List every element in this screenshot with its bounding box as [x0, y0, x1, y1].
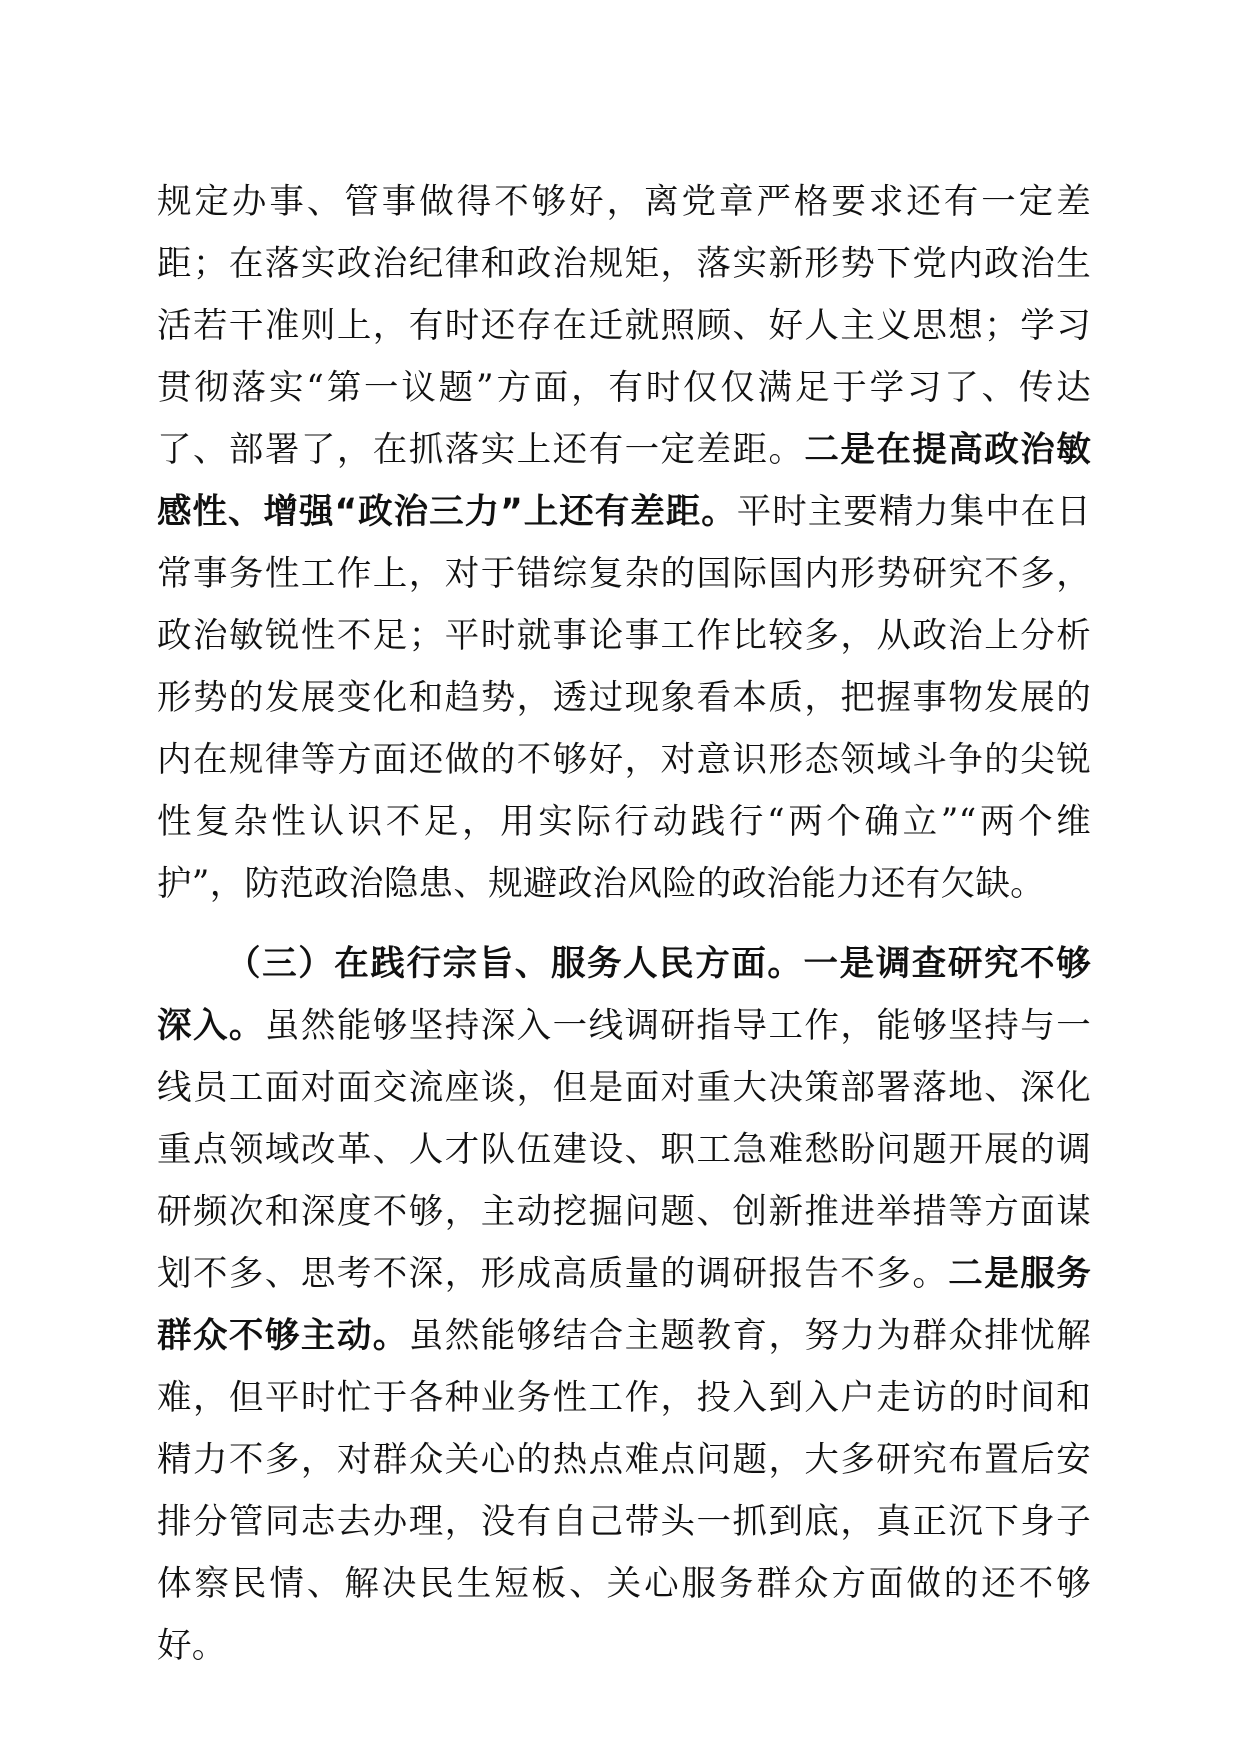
- document-body: [157, 171, 1091, 1677]
- point-heading-research: 一是调查研究不够深入。: [157, 944, 1091, 1046]
- section-heading-serving-people: （三）在践行宗旨、服务人民方面。: [226, 944, 804, 984]
- point-heading-serving-masses: 二是服务群众不够主动。: [157, 1254, 1091, 1356]
- paragraph-intro-text: 规定办事、管事做得不够好，离党章严格要求还有一定差距；在落实政治纪律和政治规矩，落实新形势下党内政治生活若干准则上，有时还存在迁就照顾、好人主义思想；学习贯彻落实“第一议题”方面，有时仅仅满足于学习了、传达了、部署了，在抓落实上还有一定差距。: [157, 182, 1091, 470]
- paragraph-political-discipline: [157, 171, 1091, 915]
- point-body-political-sensitivity: 平时主要精力集中在日常事务性工作上，对于错综复杂的国际国内形势研究不多，政治敏锐性不足；平时就事论事工作比较多，从政治上分析形势的发展变化和趋势，透过现象看本质，把握事物发展的内在规律等方面还做的不够好，对意识形态领域斗争的尖锐性复杂性认识不足，用实际行动践行“两个确立”“两个维护”，防范政治隐患、规避政治风险的政治能力还有欠缺。: [157, 492, 1091, 904]
- point-body-research: 虽然能够坚持深入一线调研指导工作，能够坚持与一线员工面对面交流座谈，但是面对重大决策部署落地、深化重点领域改革、人才队伍建设、职工急难愁盼问题开展的调研频次和深度不够，主动挖掘问题、创新推进举措等方面谋划不多、思考不深，形成高质量的调研报告不多。: [157, 1006, 1091, 1294]
- point-body-serving-masses: 虽然能够结合主题教育，努力为群众排忧解难，但平时忙于各种业务性工作，投入到入户走访的时间和精力不多，对群众关心的热点难点问题，大多研究布置后安排分管同志去办理，没有自己带头一抓到底，真正沉下身子体察民情、解决民生短板、关心服务群众方面做的还不够好。: [157, 1316, 1091, 1666]
- point-heading-political-sensitivity: 二是在提高政治敏感性、增强“政治三力”上还有差距。: [157, 430, 1091, 532]
- paragraph-serving-people: [157, 933, 1091, 1677]
